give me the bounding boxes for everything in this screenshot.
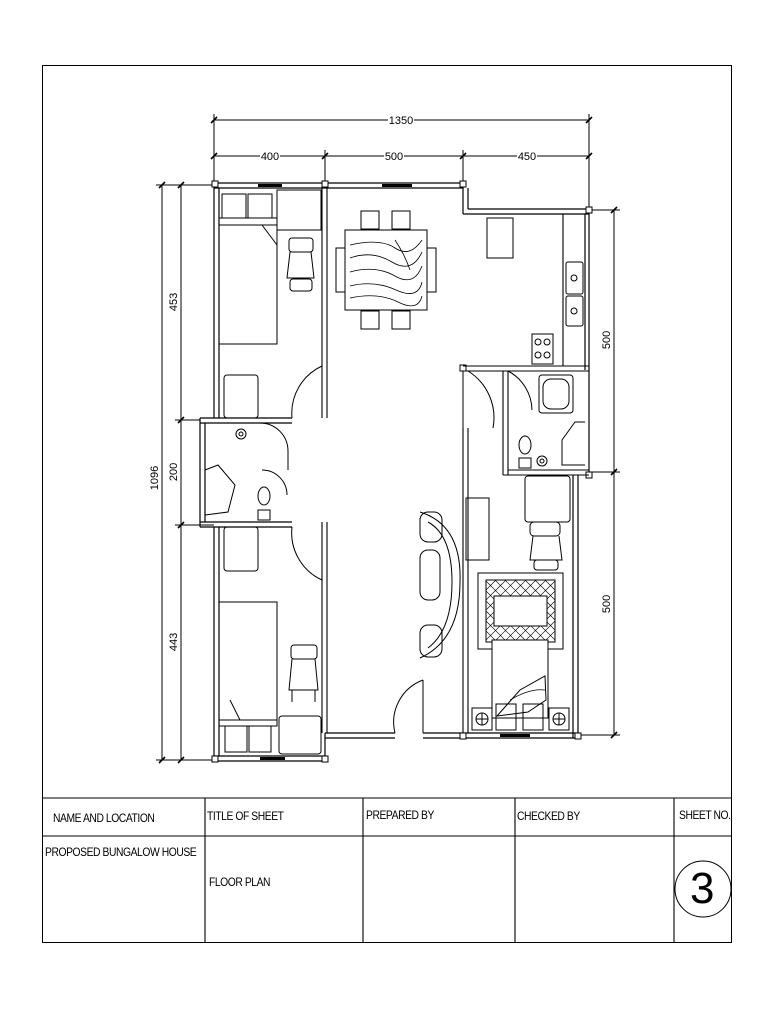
header-prepared-by: PREPARED BY: [366, 808, 434, 822]
dim-overall-width: 1350: [388, 115, 414, 127]
dim-left-upper: 453: [168, 292, 180, 312]
header-checked-by: CHECKED BY: [517, 809, 580, 823]
upper-bedroom-furniture: [219, 190, 321, 418]
living-room-furniture: [420, 498, 489, 658]
value-title-of-sheet: FLOOR PLAN: [209, 875, 271, 889]
dim-segment-1: 400: [260, 151, 280, 163]
dim-right-lower: 500: [601, 594, 613, 614]
dim-left-middle: 200: [168, 462, 180, 482]
dining-table: [336, 211, 436, 329]
dim-segment-3: 450: [517, 151, 537, 163]
dim-overall-depth: 1096: [149, 465, 161, 491]
right-bathroom-fixtures: [519, 375, 585, 468]
dim-left-lower: 443: [168, 632, 180, 652]
lower-bedroom-furniture: [219, 527, 321, 754]
right-bedroom-furniture: [472, 476, 570, 730]
value-sheet-number: 3: [690, 864, 715, 913]
header-sheet-no: SHEET NO.: [679, 808, 731, 822]
left-toilet-fixtures: [205, 429, 270, 520]
dim-right-upper: 500: [601, 330, 613, 350]
dim-segment-2: 500: [384, 151, 404, 163]
right-dimensions: [578, 207, 620, 738]
header-title-of-sheet: TITLE OF SHEET: [207, 809, 284, 823]
header-name-location: NAME AND LOCATION: [53, 811, 155, 825]
value-name-location: PROPOSED BUNGALOW HOUSE: [45, 845, 197, 859]
windows: [258, 186, 530, 759]
kitchen-fixtures: [487, 218, 583, 364]
doors: [260, 366, 532, 733]
